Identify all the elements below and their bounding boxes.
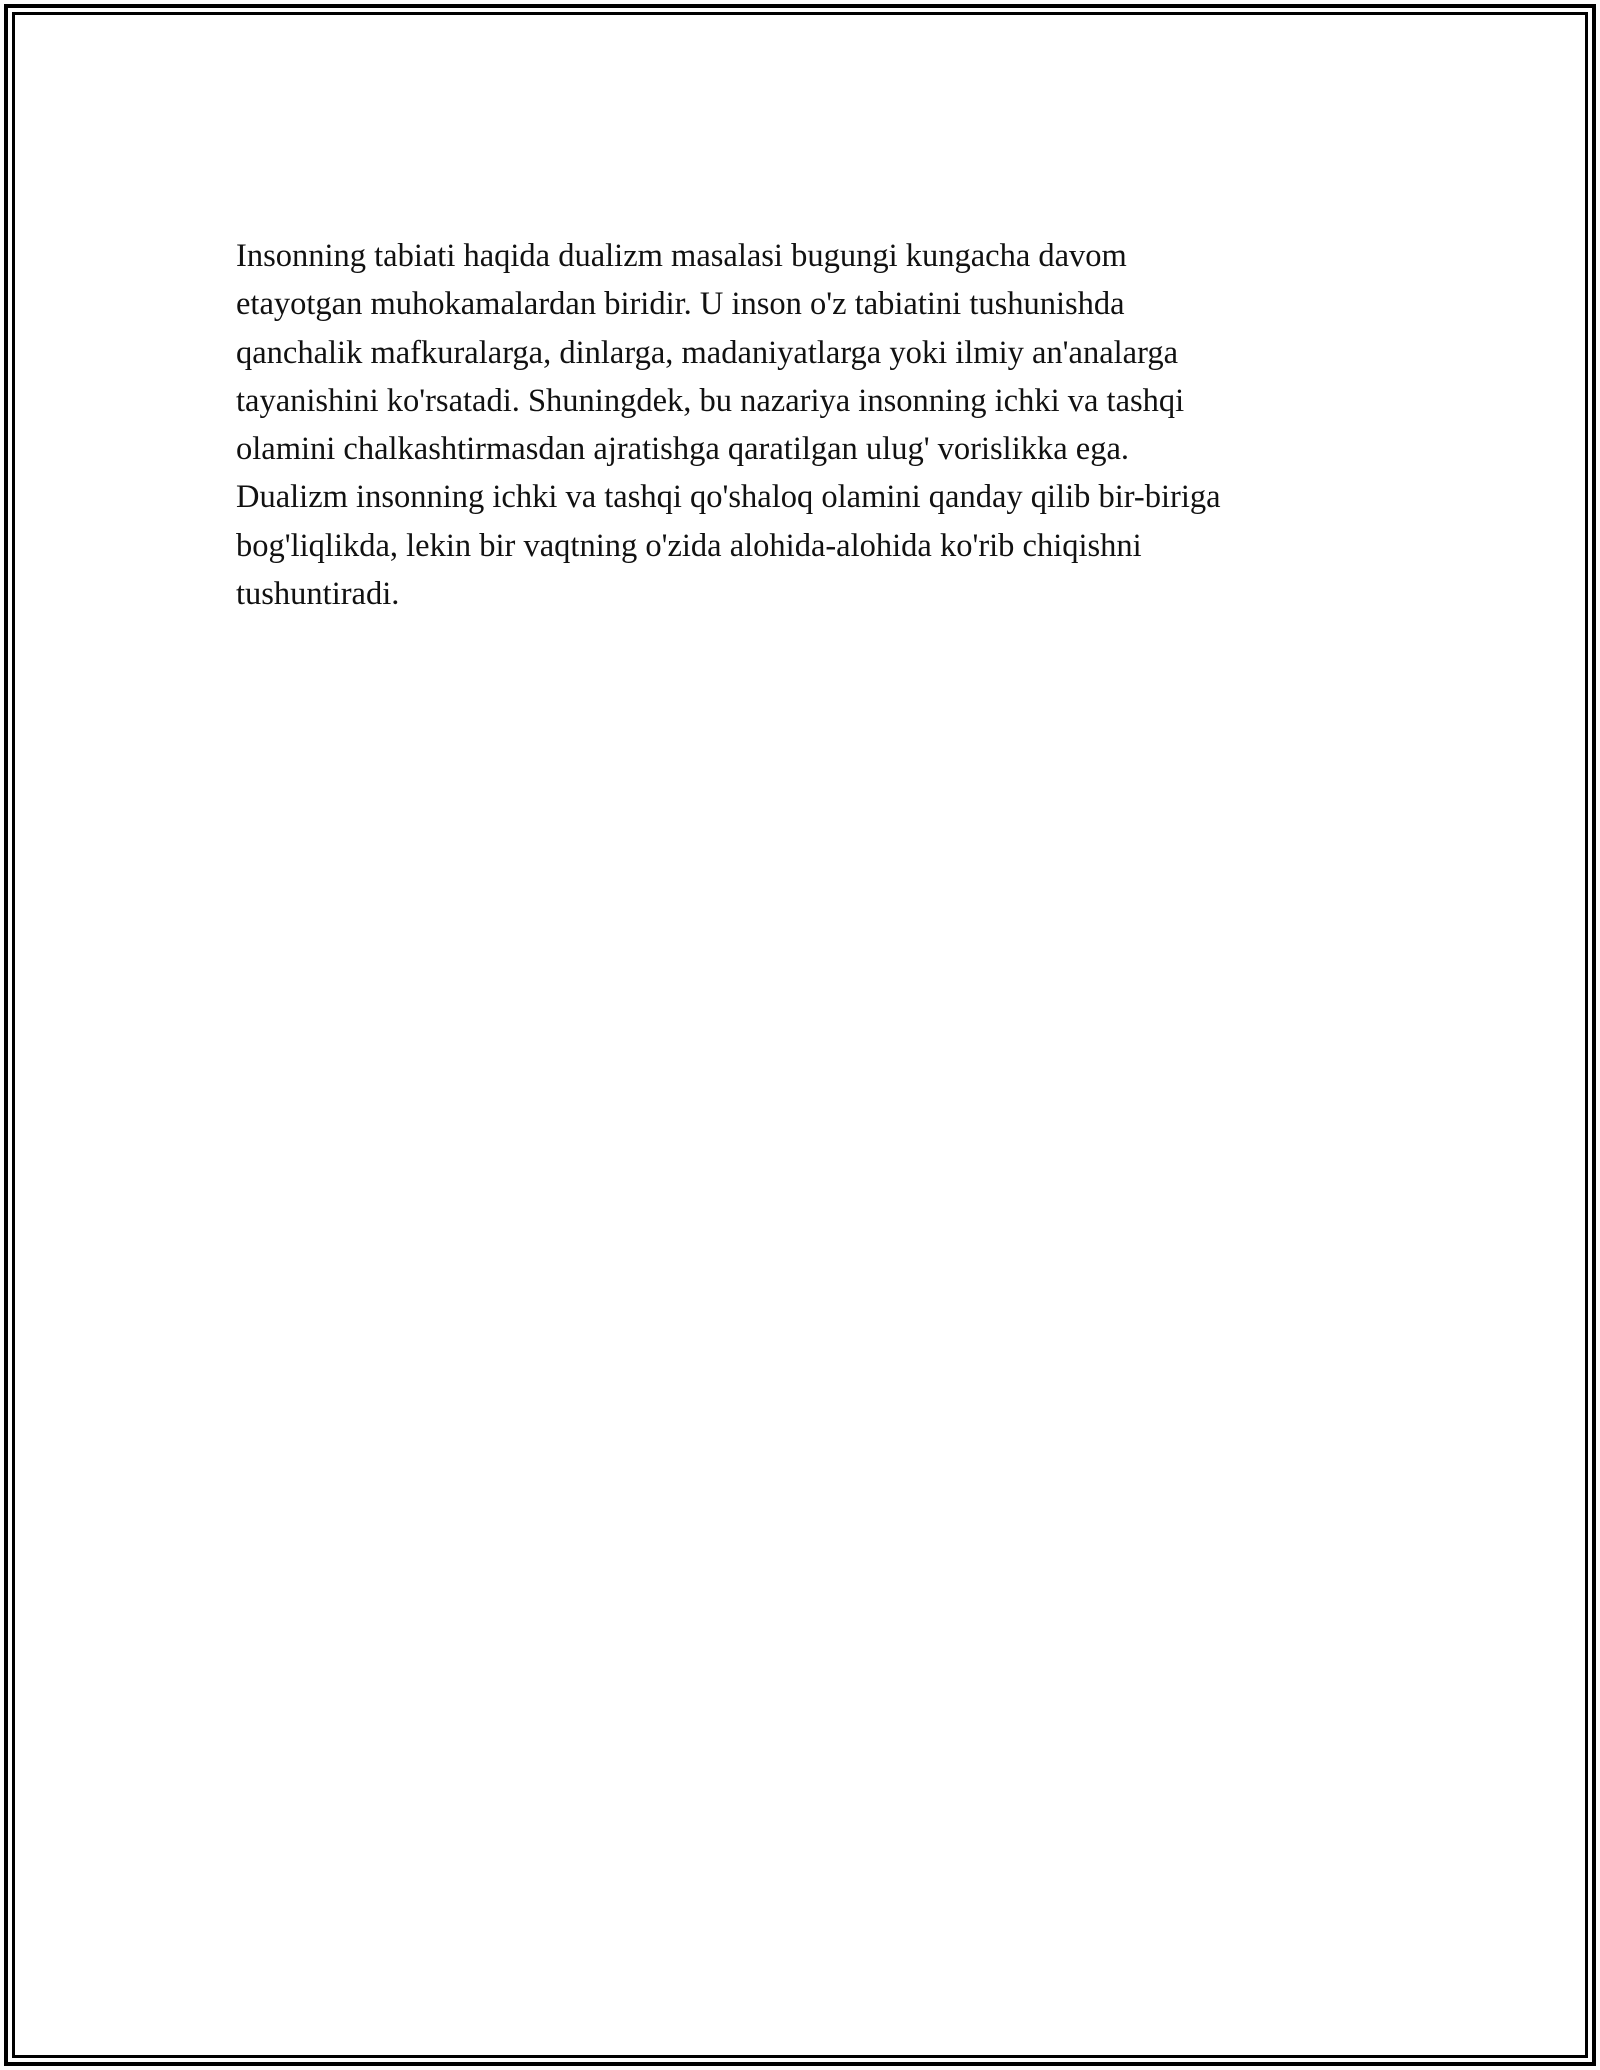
paragraph-line: olamini chalkashtirmasdan ajratishga qaratilgan ulug' vorislikka ega. [236,431,1130,468]
document-body [236,232,1376,618]
paragraph-line: tayanishini ko'rsatadi. Shuningdek, bu nazariya insonning ichki va tashqi [236,382,1185,419]
paragraph-line: Dualizm insonning ichki va tashqi qo'shaloq olamini qanday qilib bir-biriga [236,479,1221,516]
paragraph-line: bog'liqlikda, lekin bir vaqtning o'zida alohida-alohida ko'rib chiqishni [236,527,1142,564]
paragraph-line: tushuntiradi. [236,576,400,613]
paragraph-line: etayotgan muhokamalardan biridir. U inson o'z tabiatini tushunishda [236,286,1125,323]
paragraph-line: Insonning tabiati haqida dualizm masalasi bugungi kungacha davom [236,238,1127,274]
paragraph-line: qanchalik mafkuralarga, dinlarga, madaniyatlarga yoki ilmiy an'analarga [236,334,1178,371]
body-paragraph [236,232,1376,618]
